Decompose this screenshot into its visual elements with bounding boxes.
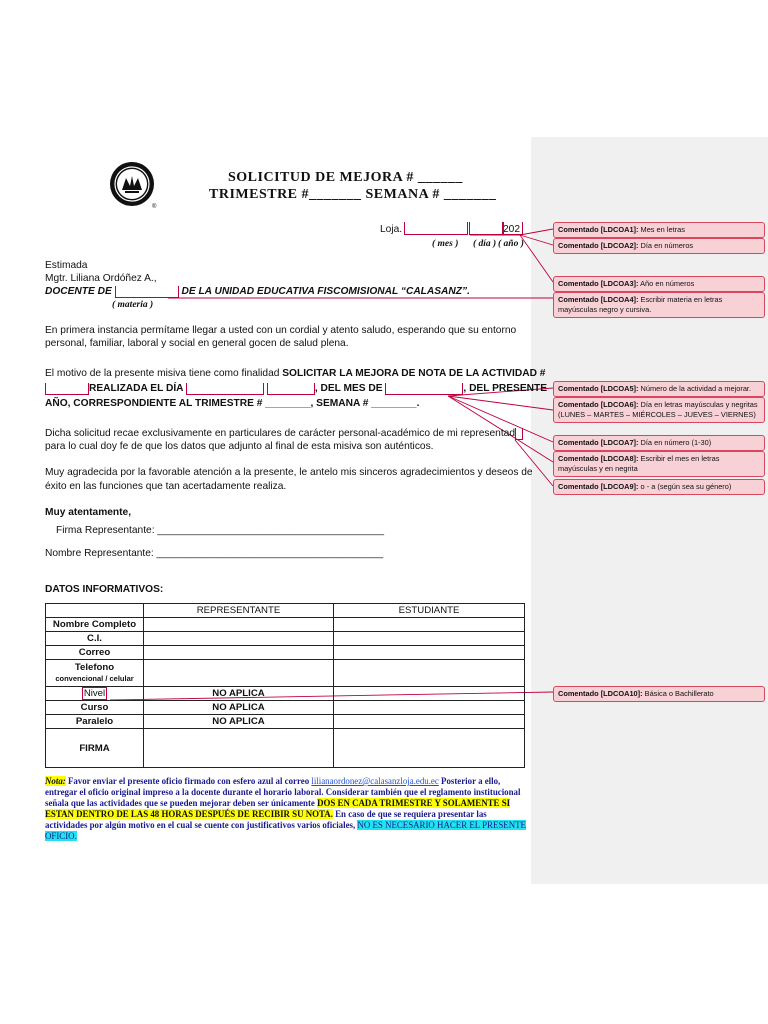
comment-text: Escribir el mes en letras mayúsculas y en negrita — [558, 454, 720, 473]
firma-line[interactable]: Firma Representante: ________________________________________ — [56, 525, 384, 536]
comment-ldcoa2[interactable] — [553, 238, 765, 254]
city-label: Loja. — [380, 224, 403, 235]
month-field[interactable] — [404, 222, 468, 235]
comment-text: Día en números — [638, 241, 694, 250]
cell-estudiante[interactable] — [334, 729, 525, 768]
comment-tag: Comentado [LDCOA8]: — [558, 454, 639, 463]
trademark-mark: ® — [152, 204, 157, 210]
table-row — [46, 715, 525, 729]
cell-estudiante[interactable] — [334, 660, 525, 687]
year-field[interactable] — [503, 222, 523, 235]
nota-highlight: DOS EN CADA TRIMESTRE Y SOLAMENTE SI ESTAN DENTRO DE LAS 48 HORAS DESPUÉS DE RECIBIR SU NOTA. — [45, 798, 511, 819]
realizada-label: REALIZADA EL DÍA — [89, 383, 186, 394]
comment-tag: Comentado [LDCOA3]: — [558, 279, 639, 288]
row-sublabel: convencional / celular — [55, 674, 134, 683]
cell-representante[interactable] — [144, 646, 334, 660]
comment-ldcoa8[interactable] — [553, 451, 765, 477]
materia-field[interactable] — [115, 286, 179, 298]
table-corner — [46, 604, 144, 618]
comment-tag: Comentado [LDCOA6]: — [558, 400, 639, 409]
school-logo — [108, 160, 156, 208]
cell-representante: NO APLICA — [144, 701, 334, 715]
para3-line2: para lo cual doy fe de que los datos que adjunto al final de esta misiva son auténticos. — [45, 441, 434, 452]
docente-suffix: DE LA UNIDAD EDUCATIVA FISCOMISIONAL “CALASANZ”. — [178, 286, 470, 297]
cell-representante: NO APLICA — [144, 715, 334, 729]
weekday-field[interactable] — [186, 383, 264, 395]
comment-tag: Comentado [LDCOA5]: — [558, 384, 639, 393]
cell-representante[interactable] — [144, 660, 334, 687]
comment-text: Mes en letras — [638, 225, 685, 234]
para2-line3: AÑO, CORRESPONDIENTE AL TRIMESTRE # ________, SEMANA # ________. — [45, 398, 420, 409]
row-label: Correo — [46, 646, 144, 660]
datos-heading: DATOS INFORMATIVOS: — [45, 584, 164, 595]
comment-tag: Comentado [LDCOA9]: — [558, 482, 639, 491]
activity-number-field[interactable] — [45, 383, 89, 395]
label-materia: ( materia ) — [112, 300, 154, 310]
email-link[interactable]: lilianaordonez@calasanzloja.edu.ec — [311, 776, 439, 786]
cell-representante[interactable] — [144, 729, 334, 768]
datos-table — [45, 603, 525, 768]
year-prefix: 202 — [503, 224, 520, 235]
row-label: Curso — [46, 701, 144, 715]
cell-representante[interactable] — [144, 632, 334, 646]
comment-text: Día en letras mayúsculas y negritas (LUNES – MARTES – MIÉRCOLES – JUEVES – VIERNES) — [558, 400, 758, 419]
table-row — [46, 632, 525, 646]
cell-estudiante[interactable] — [334, 701, 525, 715]
para3-text: Dicha solicitud recae exclusivamente en particulares de carácter personal-académico de mi representad — [45, 428, 515, 439]
nota-text-3: En caso de que se requiera presentar las actividades por algún motivo en el cual se cuente con justificativos varios oficiales, — [45, 809, 487, 830]
comment-tag: Comentado [LDCOA2]: — [558, 241, 639, 250]
title-solicitud: SOLICITUD DE MEJORA # ______ — [228, 170, 463, 185]
comment-text: Escribir materia en letras mayúsculas negro y cursiva. — [558, 295, 723, 314]
row-label: Telefono — [74, 662, 115, 673]
comment-ldcoa4[interactable] — [553, 292, 765, 318]
closing: Muy atentamente, — [45, 507, 132, 518]
del-presente-label: , DEL PRESENTE — [463, 383, 548, 394]
row-label: FIRMA — [46, 729, 144, 768]
cell-estudiante[interactable] — [334, 618, 525, 632]
table-row — [46, 701, 525, 715]
table-row — [46, 729, 525, 768]
comment-text: Número de la actividad a mejorar. — [638, 384, 752, 393]
comment-text: Día en número (1-30) — [638, 438, 712, 447]
greeting-estimada: Estimada — [45, 260, 88, 271]
row-label: Nombre Completo — [46, 618, 144, 632]
label-anio: ( año ) — [498, 239, 524, 249]
para2-plain: El motivo de la presente misiva tiene como finalidad — [45, 368, 283, 379]
comment-ldcoa1[interactable] — [553, 222, 765, 238]
label-dia: ( día ) — [473, 239, 497, 249]
nota-text-2: Posterior a ello, entregar el oficio original impreso a la docente durante el horario laboral. Considerar también que el reglamento institucional señala que las actividades que se pueden mejorar deben ser únicamente — [45, 776, 521, 808]
para2-line1 — [45, 367, 545, 380]
cell-estudiante[interactable] — [334, 687, 525, 701]
recipient-name: Mgtr. Liliana Ordóñez A., — [45, 273, 157, 284]
row-label: C.I. — [46, 632, 144, 646]
title-trimestre: TRIMESTRE #_______ SEMANA # _______ — [209, 187, 497, 202]
month-name-field[interactable] — [385, 383, 463, 395]
cell-estudiante[interactable] — [334, 632, 525, 646]
comment-tag: Comentado [LDCOA7]: — [558, 438, 639, 447]
para1-line2: personal, familiar, laboral y social en general gocen de salud plena. — [45, 338, 349, 349]
docente-prefix: DOCENTE DE — [45, 286, 115, 297]
cell-representante[interactable] — [144, 618, 334, 632]
comment-text: Básica o Bachillerato — [642, 689, 714, 698]
label-mes: ( mes ) — [432, 239, 459, 249]
para4-line1: Muy agradecida por la favorable atención a la presente, le antelo mis sinceros agradecimientos y deseos de — [45, 467, 533, 478]
nota-label: Nota: — [45, 776, 66, 786]
row-label-nivel — [46, 687, 144, 701]
day-field[interactable] — [469, 222, 503, 235]
column-representante: REPRESENTANTE — [144, 604, 334, 618]
comment-ldcoa7[interactable] — [553, 435, 765, 451]
cell-estudiante[interactable] — [334, 715, 525, 729]
comment-ldcoa3[interactable] — [553, 276, 765, 292]
column-estudiante: ESTUDIANTE — [334, 604, 525, 618]
table-row — [46, 646, 525, 660]
row-label: Nivel — [83, 688, 106, 699]
docente-line — [45, 285, 470, 298]
comment-tag: Comentado [LDCOA4]: — [558, 295, 639, 304]
para3-line1 — [45, 427, 523, 440]
cell-representante: NO APLICA — [144, 687, 334, 701]
day-number-field[interactable] — [267, 383, 315, 395]
comment-text: Año en números — [638, 279, 695, 288]
nota-text-4: NO ES NECESARIO HACER EL PRESENTE OFICIO. — [45, 820, 526, 841]
nota-block — [45, 776, 528, 842]
nota-text-1: Favor enviar el presente oficio firmado con esfero azul al correo — [65, 776, 312, 786]
comment-ldcoa5[interactable] — [553, 381, 765, 397]
comment-ldcoa10[interactable] — [553, 686, 765, 702]
table-row — [46, 618, 525, 632]
row-label-telefono — [46, 660, 144, 687]
para1-line1: En primera instancia permítame llegar a usted con un cordial y atento saludo, esperando que su entorno — [45, 325, 517, 336]
row-label: Paralelo — [46, 715, 144, 729]
del-mes-label: , DEL MES DE — [314, 383, 386, 394]
comment-tag: Comentado [LDCOA10]: — [558, 689, 643, 698]
cell-estudiante[interactable] — [334, 646, 525, 660]
gender-field[interactable] — [515, 428, 523, 440]
table-header-row — [46, 604, 525, 618]
table-row — [46, 687, 525, 701]
para4-line2: éxito en las funciones que tan acertadamente realiza. — [45, 481, 287, 492]
comment-ldcoa6[interactable] — [553, 397, 765, 423]
table-row — [46, 660, 525, 687]
para2-line2 — [45, 382, 547, 395]
comment-text: o - a (según sea su género) — [638, 482, 732, 491]
comment-tag: Comentado [LDCOA1]: — [558, 225, 639, 234]
nombre-line[interactable]: Nombre Representante: ________________________________________ — [45, 548, 384, 559]
para2-bold: SOLICITAR LA MEJORA DE NOTA DE LA ACTIVIDAD # — [282, 368, 546, 379]
comment-ldcoa9[interactable] — [553, 479, 765, 495]
